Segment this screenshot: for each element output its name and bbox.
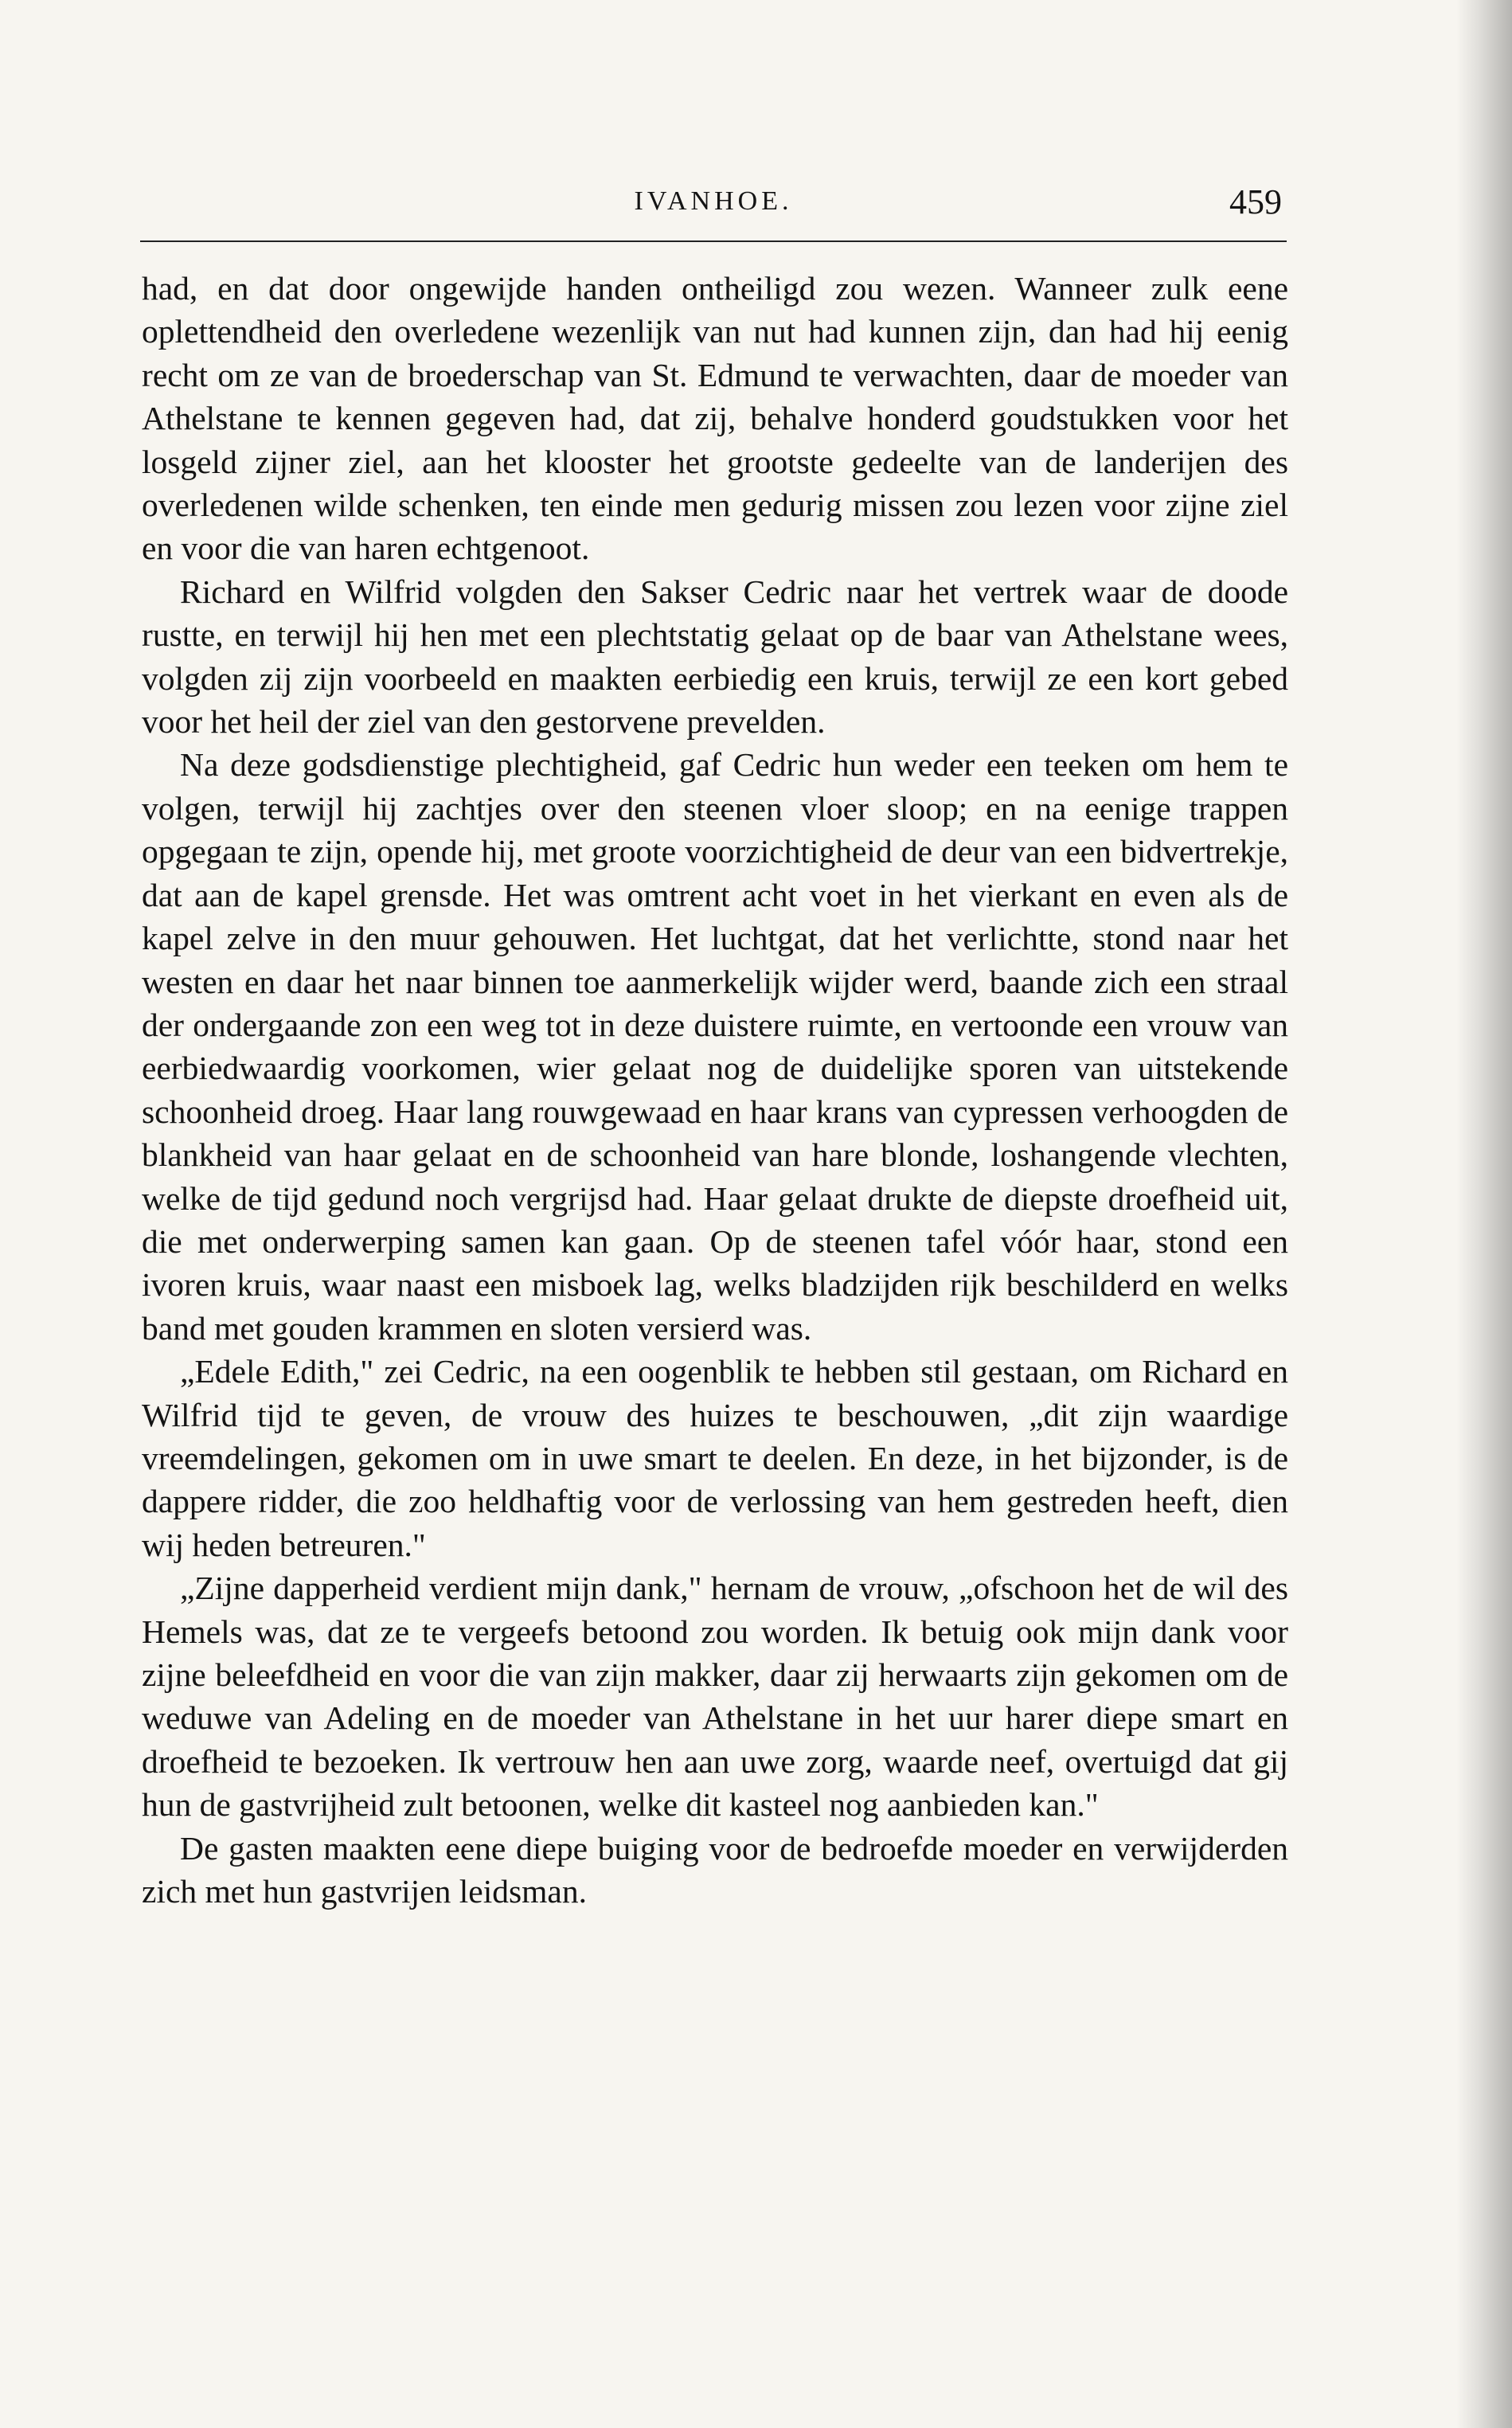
page-number: 459 xyxy=(1229,182,1282,221)
paragraph-5: „Zijne dapperheid verdient mijn dank," hernam de vrouw, „ofschoon het de wil des Hemels was, dat ze te vergeefs betoond zou worden. Ik betuig ook mijn dank voor zijne beleefdheid en voor die van zijn makker, daar zij herwaarts zijn gekomen om de weduwe van Adeling en de moeder van Athelstane in het uur harer diepe smart en droefheid te bezoeken. Ik vertrouw hen aan uwe zorg, waarde neef, overtuigd dat gij hun de gastvrijheid zult betoonen, welke dit kasteel nog aanbieden kan." xyxy=(142,1570,1288,1824)
body-text xyxy=(142,267,1288,1913)
paragraph-6: De gasten maakten eene diepe buiging voor de bedroefde moeder en verwijderden zich met hun gastvrijen leidsman. xyxy=(142,1829,1288,1910)
page-edge-shadow xyxy=(1456,0,1512,2428)
paragraph-4: „Edele Edith," zei Cedric, na een oogenblik te hebben stil gestaan, om Richard en Wilfrid tijd te geven, de vrouw des huizes te beschouwen, „dit zijn waardige vreemdelingen, gekomen om in uwe smart te deelen. En deze, in het bijzonder, is de dappere ridder, die zoo heldhaftig voor de verlossing van hem gestreden heeft, dien wij heden betreuren." xyxy=(142,1353,1288,1563)
running-head xyxy=(140,182,1287,229)
paragraph-1: had, en dat door ongewijde handen ontheiligd zou wezen. Wanneer zulk eene oplettendheid den overledene wezenlijk van nut had kunnen zijn, dan had hij eenig recht om ze van de broederschap van St. Edmund te verwachten, daar de moeder van Athelstane te kennen gegeven had, dat zij, behalve honderd goudstukken voor het losgeld zijner ziel, aan het klooster het grootste gedeelte van de landerijen des overledenen wilde schenken, ten einde men gedurig missen zou lezen voor zijne ziel en voor die van haren echtgenoot. xyxy=(142,270,1288,567)
running-title: IVANHOE. xyxy=(634,186,793,216)
paragraph-3: Na deze godsdienstige plechtigheid, gaf Cedric hun weder een teeken om hem te volgen, terwijl hij zachtjes over den steenen vloer sloop; en na eenige trappen opgegaan te zijn, opende hij, met groote voorzichtigheid de deur van een bidvertrekje, dat aan de kapel grensde. Het was omtrent acht voet in het vierkant en even als de kapel zelve in den muur gehouwen. Het luchtgat, dat het verlichtte, stond naar het westen en daar het naar binnen toe aanmerkelijk wijder werd, baande zich een straal der ondergaande zon een weg tot in deze duistere ruimte, en vertoonde een vrouw van eerbiedwaardig voorkomen, wier gelaat nog de duidelijke sporen van uitstekende schoonheid droeg. Haar lang rouwgewaad en haar krans van cypressen verhoogden de blankheid van haar gelaat en de schoonheid van hare blonde, loshangende vlechten, welke de tijd gedund noch vergrijsd had. Haar gelaat drukte de diepste droefheid uit, die met onderwerping samen kan gaan. Op de steenen tafel vóór haar, stond een ivoren kruis, waar naast een misboek lag, welks bladzijden rijk beschilderd en welks band met gouden krammen en sloten versierd was. xyxy=(142,746,1288,1347)
paragraph-2: Richard en Wilfrid volgden den Sakser Cedric naar het vertrek waar de doode rustte, en terwijl hij hen met een plechtstatig gelaat op de baar van Athelstane wees, volgden zij zijn voorbeeld en maakten eerbiedig een kruis, terwijl ze een kort gebed voor het heil der ziel van den gestorvene prevelden. xyxy=(142,573,1288,741)
header-rule xyxy=(140,240,1287,242)
